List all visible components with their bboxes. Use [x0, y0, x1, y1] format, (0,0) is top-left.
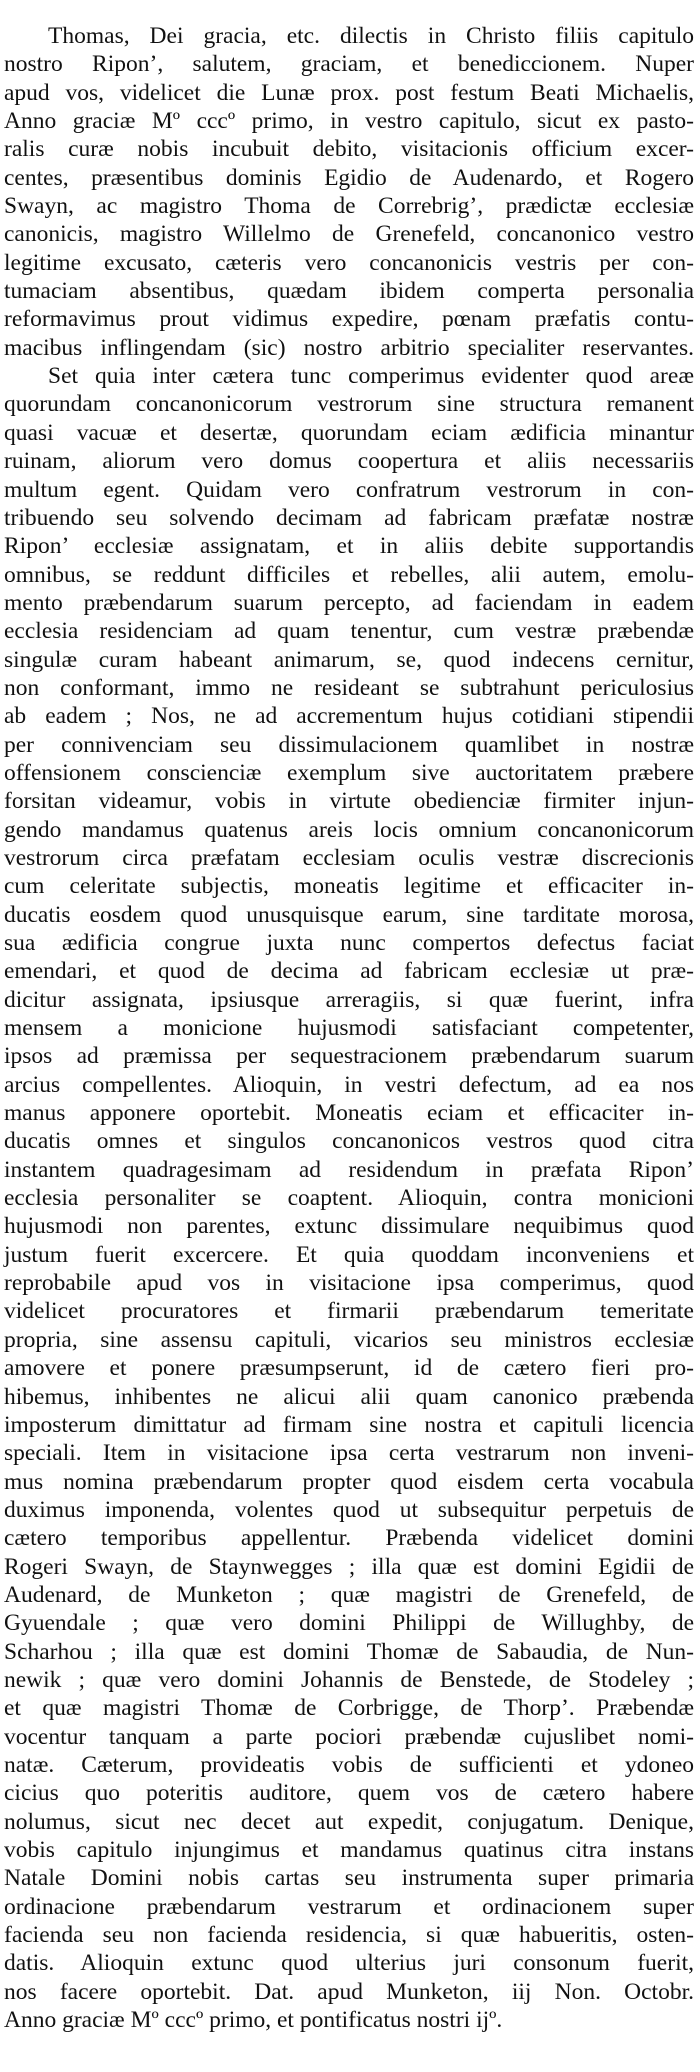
text-line: nostro Ripon’, salutem, graciam, et benediccionem. Nuper — [4, 51, 694, 78]
text-line: newik ; quæ vero domini Johannis de Benstede, de Stodeley ; — [4, 1666, 694, 1693]
text-line: macibus inflingendam (sic) nostro arbitrio specialiter reservantes. — [4, 334, 694, 361]
text-line: propria, sine assensu capituli, vicarios seu ministros ecclesiæ — [4, 1326, 694, 1353]
text-line: Rogeri Swayn, de Staynwegges ; illa quæ est domini Egidii de — [4, 1553, 694, 1580]
text-line: quasi vacuæ et desertæ, quorundam eciam ædificia minantur — [4, 419, 694, 446]
text-line: Swayn, ac magistro Thoma de Correbrig’, prædictæ ecclesiæ — [4, 193, 694, 220]
text-line: justum fuerit excercere. Et quia quoddam inconveniens et — [4, 1241, 694, 1268]
text-line: ipsos ad præmissa per sequestracionem præbendarum suarum — [4, 1043, 694, 1070]
text-line: vestrorum circa præfatam ecclesiam oculis vestræ discrecionis — [4, 844, 694, 871]
text-line: forsitan videamur, vobis in virtute obedienciæ firmiter injun- — [4, 788, 694, 815]
text-line: et quæ magistri Thomæ de Corbrigge, de Thorp’. Præbendæ — [4, 1695, 694, 1722]
text-line: ecclesia personaliter se coaptent. Alioquin, contra monicioni — [4, 1185, 694, 1212]
text-line: reformavimus prout vidimus expedire, pœnam præfatis contu- — [4, 306, 694, 333]
text-line: omnibus, se reddunt difficiles et rebelles, alii autem, emolu- — [4, 561, 694, 588]
text-line: centes, præsentibus dominis Egidio de Audenardo, et Rogero — [4, 164, 694, 191]
text-line: hujusmodi non parentes, extunc dissimulare nequibimus quod — [4, 1213, 694, 1240]
text-line: non conformant, immo ne resideant se subtrahunt periculosius — [4, 674, 694, 701]
text-line: ducatis eosdem quod unusquisque earum, sine tarditate morosa, — [4, 901, 694, 928]
text-line: gendo mandamus quatenus areis locis omnium concanonicorum — [4, 816, 694, 843]
text-line: facienda seu non facienda residencia, si quæ habueritis, osten- — [4, 1922, 694, 1949]
text-line: reprobabile apud vos in visitacione ipsa comperimus, quod — [4, 1270, 694, 1297]
text-line: mus nomina præbendarum propter quod eisdem certa vocabula — [4, 1468, 694, 1495]
text-line: datis. Alioquin extunc quod ulterius juri consonum fuerit, — [4, 1950, 694, 1977]
text-line: cicius quo poteritis auditore, quem vos de cætero habere — [4, 1780, 694, 1807]
text-line: speciali. Item in visitacione ipsa certa vestrarum non inveni- — [4, 1440, 694, 1467]
text-line: Thomas, Dei gracia, etc. dilectis in Christo filiis capitulo — [48, 23, 694, 49]
text-line: ecclesia residenciam ad quam tenentur, cum vestræ præbendæ — [4, 618, 694, 645]
text-line: cum celeritate subjectis, moneatis legitime et efficaciter in- — [4, 873, 694, 900]
text-line: emendari, et quod de decima ad fabricam ecclesiæ ut præ- — [4, 958, 694, 985]
text-line: tumaciam absentibus, quædam ibidem comperta personalia — [4, 278, 694, 305]
text-line: cætero temporibus appellentur. Præbenda videlicet domini — [4, 1525, 694, 1552]
text-line: multum egent. Quidam vero confratrum vestrorum in con- — [4, 476, 694, 503]
text-line: Natale Domini nobis cartas seu instrumenta super primaria — [4, 1865, 694, 1892]
text-line: videlicet procuratores et firmarii præbendarum temeritate — [4, 1298, 694, 1325]
text-line: ducatis omnes et singulos concanonicos vestros quod citra — [4, 1128, 694, 1155]
text-line: per connivenciam seu dissimulacionem quamlibet in nostræ — [4, 731, 694, 758]
text-line: tribuendo seu solvendo decimam ad fabricam præfatæ nostræ — [4, 504, 694, 531]
text-line: manus apponere oportebit. Moneatis eciam et efficaciter in- — [4, 1100, 694, 1127]
text-line: offensionem conscienciæ exemplum sive auctoritatem præbere — [4, 759, 694, 786]
text-line: canonicis, magistro Willelmo de Grenefeld, concanonico vestro — [4, 221, 694, 248]
text-line: apud vos, videlicet die Lunæ prox. post festum Beati Michaelis, — [4, 79, 694, 106]
text-line: ruinam, aliorum vero domus coopertura et aliis necessariis — [4, 448, 694, 475]
text-line: Anno graciæ Mº cccº primo, in vestro capitulo, sicut ex pasto- — [4, 108, 694, 135]
text-line: nolumus, sicut nec decet aut expedit, conjugatum. Denique, — [4, 1808, 694, 1835]
text-line: ordinacione præbendarum vestrarum et ordinacionem super — [4, 1893, 694, 1920]
paragraph — [4, 362, 694, 2034]
paragraph — [4, 22, 694, 362]
document-body — [4, 22, 694, 2034]
text-line: instantem quadragesimam ad residendum in præfata Ripon’ — [4, 1156, 694, 1183]
text-line: singulæ curam habeant animarum, se, quod indecens cernitur, — [4, 646, 694, 673]
text-line: mento præbendarum suarum percepto, ad faciendam in eadem — [4, 589, 694, 616]
text-line: arcius compellentes. Alioquin, in vestri defectum, ad ea nos — [4, 1071, 694, 1098]
text-line: vobis capitulo injungimus et mandamus quatinus citra instans — [4, 1837, 694, 1863]
text-line: legitime excusato, cæteris vero concanonicis vestris per con- — [4, 249, 694, 276]
text-line: quorundam concanonicorum vestrorum sine structura remanent — [4, 391, 694, 418]
text-line: ralis curæ nobis incubuit debito, visitacionis officium excer- — [4, 136, 694, 163]
text-line: amovere et ponere præsumpserunt, id de cætero fieri pro- — [4, 1355, 694, 1382]
text-line: dicitur assignata, ipsiusque arreragiis, si quæ fuerint, infra — [4, 986, 694, 1013]
text-line: Audenard, de Munketon ; quæ magistri de Grenefeld, de — [4, 1581, 694, 1608]
text-line: Ripon’ ecclesiæ assignatam, et in aliis debite supportandis — [4, 533, 694, 560]
text-line: duximus imponenda, volentes quod ut subsequitur perpetuis de — [4, 1496, 694, 1523]
text-line: Anno graciæ Mº cccº primo, et pontificatus nostri ijº. — [4, 2007, 503, 2034]
text-line: Gyuendale ; quæ vero domini Philippi de Willughby, de — [4, 1610, 694, 1637]
text-line: Scharhou ; illa quæ est domini Thomæ de Sabaudia, de Nun- — [4, 1638, 694, 1665]
text-line: sua ædificia congrue juxta nunc compertos defectus faciat — [4, 930, 694, 956]
text-line: Set quia inter cætera tunc comperimus evidenter quod areæ — [48, 363, 694, 390]
text-line: hibemus, inhibentes ne alicui alii quam canonico præbenda — [4, 1383, 694, 1410]
text-line: nos facere oportebit. Dat. apud Munketon, iij Non. Octobr. — [4, 1978, 694, 2005]
text-line: mensem a monicione hujusmodi satisfaciant competenter, — [4, 1015, 694, 1042]
text-line: natæ. Cæterum, provideatis vobis de sufficienti et ydoneo — [4, 1751, 694, 1778]
text-line: vocentur tanquam a parte pociori præbendæ cujuslibet nomi- — [4, 1723, 694, 1750]
text-line: imposterum dimittatur ad firmam sine nostra et capituli licencia — [4, 1411, 694, 1438]
text-line: ab eadem ; Nos, ne ad accrementum hujus cotidiani stipendii — [4, 703, 694, 730]
